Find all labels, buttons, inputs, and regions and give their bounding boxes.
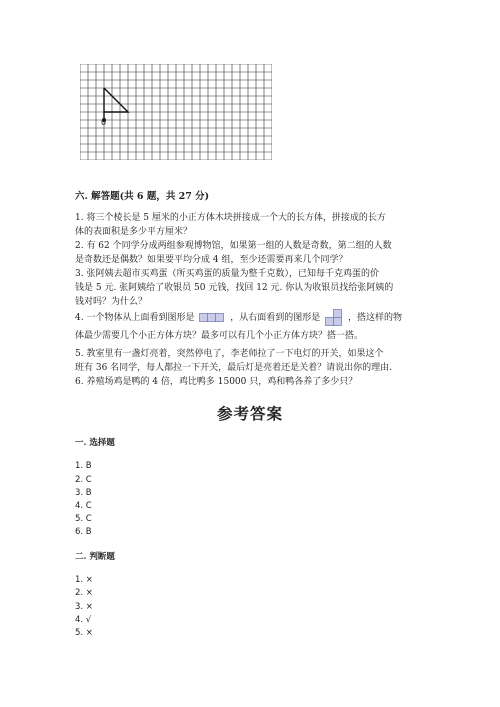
- choice-answer-1: 1. B: [75, 461, 92, 471]
- q1-line1: 1. 将三个棱长是 5 厘米的小正方体木块拼接成一个大的长方体，拼接成的长方: [75, 213, 386, 223]
- judge-answer-1: 1. ×: [75, 575, 93, 585]
- section-title-6: 六. 解答题(共 6 题，共 27 分): [75, 191, 210, 202]
- triangle-shape: [104, 88, 128, 112]
- q4-part1: 4. 一个物体从上面看到图形是: [75, 313, 195, 323]
- q2-line2: 是奇数还是偶数？如果要平均分成 4 组，至少还需要再来几个同学？: [75, 255, 348, 265]
- top-view-square-2: [208, 313, 216, 321]
- top-view-square-3: [216, 313, 224, 321]
- choice-answer-3: 3. B: [75, 488, 92, 498]
- q3-line1: 3. 张阿姨去超市买鸡蛋（所买鸡蛋的质量为整千克数），已知每千克鸡蛋的价: [75, 269, 379, 279]
- judge-answer-5: 5. ×: [75, 628, 93, 638]
- choice-section-title: 一. 选择题: [75, 438, 115, 448]
- q6-line1: 6. 养殖场鸡是鸭的 4 倍，鸡比鸭多 15000 只，鸡和鸭各养了多少只？: [75, 377, 358, 387]
- right-view-figure: [325, 309, 343, 327]
- right-view-square-3: [334, 309, 342, 317]
- q4-part2: ，从右面看到的图形是: [230, 313, 321, 323]
- grid-svg: [80, 64, 272, 160]
- judge-section-title: 二. 判断题: [75, 552, 115, 562]
- q4-line1: [75, 308, 402, 328]
- right-view-square-2: [334, 317, 342, 325]
- judge-answer-4: 4. √: [75, 615, 92, 625]
- q4-part3: ，搭这样的物: [347, 313, 402, 323]
- answers-title: 参考答案: [216, 404, 283, 423]
- origin-label: 0: [101, 118, 107, 127]
- top-view-square-1: [200, 313, 208, 321]
- q2-line1: 2. 有 62 个同学分成两组参观博物馆，如果第一组的人数是奇数，第二组的人数: [75, 241, 392, 251]
- q5-line1: 5. 教室里有一盏灯亮着，突然停电了，李老师拉了一下电灯的开关，如果这个: [75, 349, 384, 359]
- top-view-figure: [199, 313, 225, 323]
- q5-line2: 班有 36 名同学，每人都拉一下开关，最后灯是亮着还是关着？请说出你的理由.: [75, 363, 393, 373]
- choice-answer-5: 5. C: [75, 514, 92, 524]
- grid-figure: [80, 64, 272, 160]
- q3-line2: 钱是 5 元. 张阿姨给了收银员 50 元钱，找回 12 元. 你认为收银员找给张阿姨的: [75, 283, 394, 293]
- right-view-square-1: [326, 317, 334, 325]
- judge-answer-3: 3. ×: [75, 602, 93, 612]
- choice-answer-6: 6. B: [75, 527, 92, 537]
- judge-answer-2: 2. ×: [75, 588, 93, 598]
- choice-answer-2: 2. C: [75, 475, 92, 485]
- q1-line2: 体的表面积是多少平方厘米？: [75, 227, 193, 237]
- choice-answer-4: 4. C: [75, 501, 92, 511]
- q4-line2: 体最少需要几个小正方体方块？最多可以有几个小正方体方块？搭一搭。: [75, 331, 364, 341]
- q3-line3: 钱对吗？为什么？: [75, 297, 148, 307]
